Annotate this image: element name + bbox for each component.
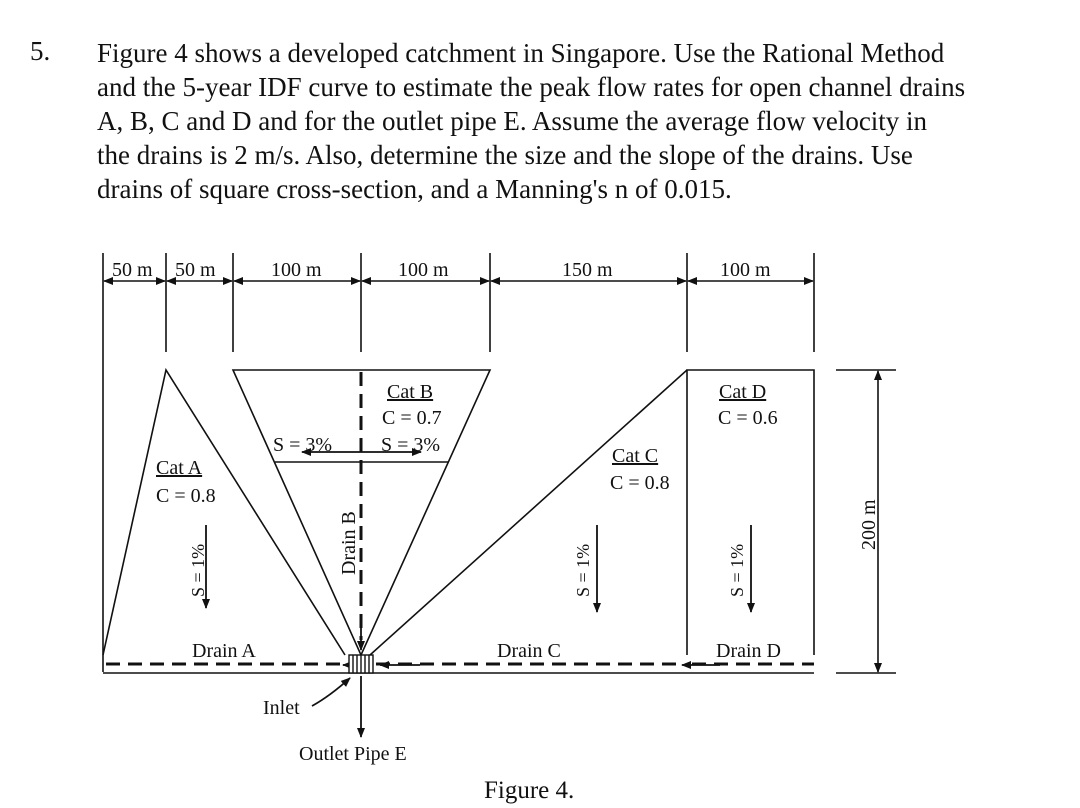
dimension-label: 100 m [271, 259, 322, 281]
inlet-label: Inlet [263, 697, 300, 719]
cat-d-coef: C = 0.6 [718, 407, 778, 429]
cat-b-slope-right: S = 3% [381, 434, 441, 456]
question-line: the drains is 2 m/s. Also, determine the size and the slope of the drains. Use [97, 140, 913, 170]
cat-a-slope: S = 1% [188, 543, 208, 597]
flow-arrows [206, 452, 751, 737]
cat-c-name: Cat C [612, 445, 659, 467]
dimension-label: 150 m [562, 259, 613, 281]
drain-d-label: Drain D [716, 640, 781, 662]
dimension-lines [103, 253, 896, 673]
drain-c-label: Drain C [497, 640, 561, 662]
cat-a-name: Cat A [156, 457, 203, 479]
cat-c-slope: S = 1% [573, 543, 593, 597]
inlet-grate [349, 655, 373, 673]
question-line: Figure 4 shows a developed catchment in Singapore. Use the Rational Method [97, 38, 945, 68]
catchment-boundaries [103, 370, 814, 673]
question-number: 5. [30, 36, 51, 66]
drain-lines [106, 372, 814, 664]
height-label: 200 m [858, 499, 880, 550]
cat-d-name: Cat D [719, 381, 767, 403]
cat-b-coef: C = 0.7 [382, 407, 442, 429]
question-line: drains of square cross-section, and a Manning's n of 0.015. [97, 174, 732, 204]
cat-a-coef: C = 0.8 [156, 485, 216, 507]
dimension-label: 50 m [175, 259, 216, 281]
cat-c-coef: C = 0.8 [610, 472, 670, 494]
drain-b-label: Drain B [338, 511, 360, 575]
question-line: A, B, C and D and for the outlet pipe E. Assume the average flow velocity in [97, 106, 928, 136]
outlet-label: Outlet Pipe E [299, 743, 407, 765]
cat-b-slope-left: S = 3% [273, 434, 333, 456]
cat-b-name: Cat B [387, 381, 434, 403]
dimension-label: 100 m [720, 259, 771, 281]
cat-d-slope: S = 1% [727, 543, 747, 597]
figure-caption: Figure 4. [484, 777, 575, 804]
drain-a-label: Drain A [192, 640, 256, 662]
dimension-label: 50 m [112, 259, 153, 281]
question-line: and the 5-year IDF curve to estimate the peak flow rates for open channel drains [97, 72, 966, 102]
dimension-label: 100 m [398, 259, 449, 281]
